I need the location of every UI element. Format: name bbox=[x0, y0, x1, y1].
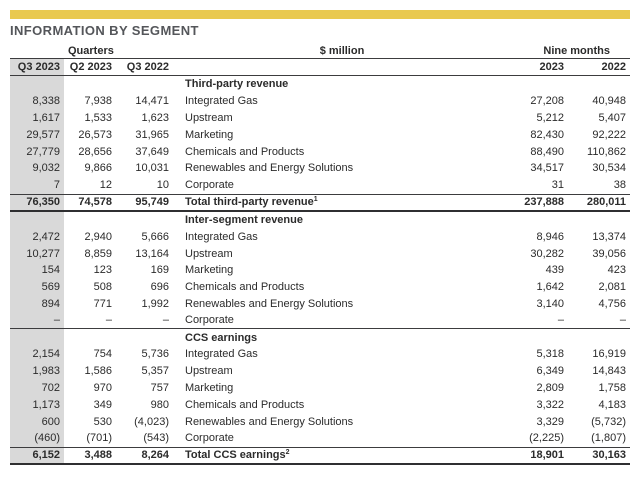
total-label: Total third-party revenue bbox=[185, 196, 314, 209]
cell-label: Renewables and Energy Solutions bbox=[185, 297, 354, 310]
cell-q3-2023: 6,152 bbox=[10, 448, 64, 463]
cell-nm-2022: 5,407 bbox=[598, 111, 626, 124]
cell-nm-2022: – bbox=[619, 314, 626, 327]
cell-q3-2023: 27,779 bbox=[10, 143, 64, 160]
period-header-row bbox=[10, 59, 630, 76]
spacer-cell bbox=[64, 76, 116, 93]
cell-nm-2023: 5,212 bbox=[536, 111, 564, 124]
cell-q3-2022: 1,992 bbox=[141, 297, 169, 310]
total-row bbox=[10, 447, 630, 465]
cell-q2-2023: 8,859 bbox=[84, 247, 112, 260]
cell-q2-2023: 12 bbox=[99, 179, 112, 192]
col-header-q2-2023: Q2 2023 bbox=[69, 61, 112, 73]
spacer-cell bbox=[116, 212, 173, 229]
spacer-cell bbox=[568, 329, 630, 346]
cell-nm-2022: 423 bbox=[607, 264, 626, 277]
cell-nm-2023: 1,642 bbox=[536, 281, 564, 294]
cell-nm-2023: 6,349 bbox=[536, 365, 564, 378]
cell-q2-2023: – bbox=[105, 314, 112, 327]
cell-nm-2023: 3,329 bbox=[536, 415, 564, 428]
cell-q2-2023: 9,866 bbox=[84, 162, 112, 175]
cell-q2-2023: 508 bbox=[93, 281, 112, 294]
nine-months-group-label: Nine months bbox=[543, 45, 610, 57]
cell-q3-2023: 2,472 bbox=[10, 228, 64, 245]
table-row bbox=[10, 93, 630, 110]
cell-q3-2023: 1,617 bbox=[10, 110, 64, 127]
table-row bbox=[10, 363, 630, 380]
cell-nm-2023: 8,946 bbox=[536, 230, 564, 243]
cell-q2-2023: 771 bbox=[93, 297, 112, 310]
cell-label: Upstream bbox=[185, 247, 233, 260]
cell-q3-2022: 10,031 bbox=[135, 162, 169, 175]
cell-nm-2022: 39,056 bbox=[592, 247, 626, 260]
cell-q3-2023: (460) bbox=[10, 430, 64, 447]
cell-q3-2022: 13,164 bbox=[135, 247, 169, 260]
spacer-cell bbox=[116, 329, 173, 346]
spacer-cell bbox=[480, 212, 568, 229]
table-row bbox=[10, 413, 630, 430]
cell-nm-2023: 237,888 bbox=[524, 196, 564, 209]
cell-q3-2023: 10,277 bbox=[10, 245, 64, 262]
table-row bbox=[10, 346, 630, 363]
section-title: Third-party revenue bbox=[185, 78, 289, 91]
cell-label: Marketing bbox=[185, 264, 234, 277]
cell-q3-2022: 980 bbox=[150, 398, 169, 411]
unit-label: $ million bbox=[319, 45, 365, 57]
cell-label: Renewables and Energy Solutions bbox=[185, 415, 354, 428]
cell-label: Integrated Gas bbox=[185, 348, 258, 361]
cell-q3-2023: – bbox=[10, 312, 64, 328]
cell-label: Upstream bbox=[185, 365, 233, 378]
cell-q3-2022: 696 bbox=[150, 281, 169, 294]
cell-q3-2022: 14,471 bbox=[135, 95, 169, 108]
table-row bbox=[10, 160, 630, 177]
cell-nm-2023: 82,430 bbox=[530, 128, 564, 141]
cell-q3-2023: 1,983 bbox=[10, 363, 64, 380]
cell-q3-2023: 600 bbox=[10, 413, 64, 430]
table-row bbox=[10, 245, 630, 262]
group-header-row bbox=[10, 45, 630, 59]
cell-q2-2023: 754 bbox=[93, 348, 112, 361]
table-row bbox=[10, 262, 630, 279]
cell-q3-2022: – bbox=[162, 314, 169, 327]
cell-q3-2023: 8,338 bbox=[10, 93, 64, 110]
table-row bbox=[10, 380, 630, 397]
cell-nm-2022: (5,732) bbox=[591, 415, 626, 428]
cell-q3-2022: 37,649 bbox=[135, 145, 169, 158]
cell-nm-2022: 30,534 bbox=[592, 162, 626, 175]
table-row bbox=[10, 228, 630, 245]
cell-nm-2023: 5,318 bbox=[536, 348, 564, 361]
quarters-group-label: Quarters bbox=[68, 45, 114, 57]
spacer-cell bbox=[64, 329, 116, 346]
cell-q2-2023: 2,940 bbox=[84, 230, 112, 243]
spacer-cell bbox=[568, 212, 630, 229]
cell-q3-2023: 702 bbox=[10, 380, 64, 397]
col-header-nm-2022: 2022 bbox=[601, 61, 626, 73]
cell-q3-2022: 8,264 bbox=[141, 449, 169, 462]
cell-nm-2022: 40,948 bbox=[592, 95, 626, 108]
table-row bbox=[10, 110, 630, 127]
total-label-cell bbox=[173, 195, 480, 210]
cell-q3-2022: (543) bbox=[143, 432, 169, 445]
spacer-cell bbox=[116, 76, 173, 93]
cell-q3-2023: 569 bbox=[10, 279, 64, 296]
cell-q2-2023: (701) bbox=[86, 432, 112, 445]
cell-q3-2022: 169 bbox=[150, 264, 169, 277]
cell-nm-2023: 18,901 bbox=[530, 449, 564, 462]
cell-q2-2023: 74,578 bbox=[78, 196, 112, 209]
cell-label: Corporate bbox=[185, 432, 234, 445]
cell-q2-2023: 1,586 bbox=[84, 365, 112, 378]
spacer-cell bbox=[10, 76, 64, 93]
cell-nm-2022: 92,222 bbox=[592, 128, 626, 141]
cell-label: Corporate bbox=[185, 179, 234, 192]
section-header-row bbox=[10, 76, 630, 93]
cell-nm-2022: 14,843 bbox=[592, 365, 626, 378]
cell-q3-2022: 10 bbox=[156, 179, 169, 192]
cell-q3-2022: 1,623 bbox=[141, 111, 169, 124]
cell-nm-2023: 3,140 bbox=[536, 297, 564, 310]
col-header-q3-2023: Q3 2023 bbox=[10, 59, 64, 75]
cell-label: Chemicals and Products bbox=[185, 398, 305, 411]
cell-label: Integrated Gas bbox=[185, 230, 258, 243]
cell-q3-2023: 76,350 bbox=[10, 195, 64, 210]
table-row bbox=[10, 396, 630, 413]
cell-nm-2022: 110,862 bbox=[587, 145, 626, 158]
table-row bbox=[10, 177, 630, 194]
cell-q3-2022: 5,357 bbox=[141, 365, 169, 378]
total-row bbox=[10, 194, 630, 212]
cell-nm-2023: 27,208 bbox=[530, 95, 564, 108]
spacer-cell bbox=[10, 212, 64, 229]
footnote-marker: 2 bbox=[285, 448, 290, 456]
col-header-spacer bbox=[173, 59, 480, 75]
cell-nm-2022: 13,374 bbox=[592, 230, 626, 243]
table-row bbox=[10, 296, 630, 313]
spacer-cell bbox=[10, 329, 64, 346]
cell-label: Renewables and Energy Solutions bbox=[185, 162, 354, 175]
spacer-cell bbox=[480, 329, 568, 346]
cell-label: Corporate bbox=[185, 314, 234, 327]
cell-nm-2022: 1,758 bbox=[598, 381, 626, 394]
cell-q2-2023: 349 bbox=[93, 398, 112, 411]
cell-q3-2023: 9,032 bbox=[10, 160, 64, 177]
cell-q3-2023: 7 bbox=[10, 177, 64, 194]
cell-nm-2022: 2,081 bbox=[598, 281, 626, 294]
cell-nm-2023: 439 bbox=[545, 264, 564, 277]
page-title: INFORMATION BY SEGMENT bbox=[10, 23, 199, 38]
spacer-cell bbox=[480, 76, 568, 93]
segment-table bbox=[10, 45, 630, 465]
table-row bbox=[10, 126, 630, 143]
cell-q2-2023: 1,533 bbox=[84, 111, 112, 124]
total-label: Total CCS earnings bbox=[185, 449, 286, 462]
cell-q3-2023: 894 bbox=[10, 296, 64, 313]
cell-nm-2022: 4,756 bbox=[598, 297, 626, 310]
table-row bbox=[10, 143, 630, 160]
cell-q3-2022: 31,965 bbox=[135, 128, 169, 141]
cell-q2-2023: 7,938 bbox=[84, 95, 112, 108]
cell-label: Upstream bbox=[185, 111, 233, 124]
cell-q3-2022: 5,736 bbox=[141, 348, 169, 361]
cell-q3-2022: 5,666 bbox=[141, 230, 169, 243]
cell-nm-2023: 34,517 bbox=[530, 162, 564, 175]
cell-nm-2023: 88,490 bbox=[530, 145, 564, 158]
cell-q2-2023: 3,488 bbox=[84, 449, 112, 462]
cell-nm-2023: 30,282 bbox=[530, 247, 564, 260]
footnote-marker: 1 bbox=[313, 195, 318, 203]
cell-label: Marketing bbox=[185, 381, 234, 394]
cell-q3-2023: 1,173 bbox=[10, 396, 64, 413]
cell-nm-2023: – bbox=[557, 314, 564, 327]
section-title: Inter-segment revenue bbox=[185, 213, 303, 226]
cell-nm-2023: 2,809 bbox=[536, 381, 564, 394]
cell-q3-2022: 757 bbox=[150, 381, 169, 394]
col-header-nm-2023: 2023 bbox=[539, 61, 564, 73]
cell-q3-2023: 29,577 bbox=[10, 126, 64, 143]
section-title: CCS earnings bbox=[185, 331, 258, 344]
cell-q3-2023: 2,154 bbox=[10, 346, 64, 363]
cell-nm-2023: 31 bbox=[551, 179, 564, 192]
cell-nm-2022: 38 bbox=[613, 179, 626, 192]
cell-q2-2023: 970 bbox=[93, 381, 112, 394]
cell-q3-2023: 154 bbox=[10, 262, 64, 279]
table-row bbox=[10, 312, 630, 329]
cell-q2-2023: 530 bbox=[93, 415, 112, 428]
table-row bbox=[10, 430, 630, 447]
table-body bbox=[10, 76, 630, 465]
col-header-q3-2022: Q3 2022 bbox=[126, 61, 169, 73]
cell-label: Chemicals and Products bbox=[185, 145, 305, 158]
cell-nm-2022: (1,807) bbox=[591, 432, 626, 445]
accent-bar bbox=[10, 10, 630, 19]
spacer-cell bbox=[568, 76, 630, 93]
spacer-cell bbox=[64, 212, 116, 229]
cell-q2-2023: 28,656 bbox=[78, 145, 112, 158]
cell-label: Marketing bbox=[185, 128, 234, 141]
cell-q2-2023: 123 bbox=[93, 264, 112, 277]
cell-label: Chemicals and Products bbox=[185, 281, 305, 294]
cell-nm-2023: (2,225) bbox=[529, 432, 564, 445]
cell-q3-2022: 95,749 bbox=[135, 196, 169, 209]
table-row bbox=[10, 279, 630, 296]
cell-nm-2022: 4,183 bbox=[598, 398, 626, 411]
section-header-row bbox=[10, 212, 630, 229]
cell-nm-2022: 280,011 bbox=[586, 196, 626, 209]
total-label-cell bbox=[173, 448, 480, 463]
cell-nm-2022: 30,163 bbox=[592, 449, 626, 462]
cell-label: Integrated Gas bbox=[185, 95, 258, 108]
section-header-row bbox=[10, 329, 630, 346]
cell-nm-2023: 3,322 bbox=[536, 398, 564, 411]
cell-nm-2022: 16,919 bbox=[592, 348, 626, 361]
cell-q3-2022: (4,023) bbox=[134, 415, 169, 428]
cell-q2-2023: 26,573 bbox=[78, 128, 112, 141]
